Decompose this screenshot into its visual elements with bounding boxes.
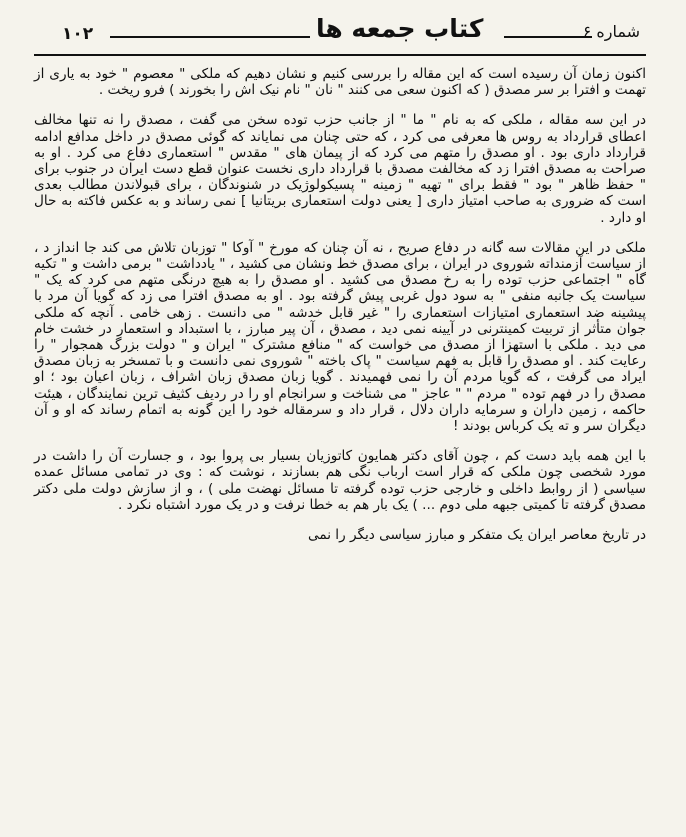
paragraph-4: با این همه باید دست کم ، چون آقای دکتر همایون کاتوزیان بسیار بی پروا بود ، و جسارت آن را داشت در مورد شخصی چون ملکی که قرار است ارباب نگی هم بسازند ، نوشت که : وی در تمامی مسائل عمده سیاسی ( از روابط داخلی و خارجی حزب توده گرفته تا مسائل نهضت ملی ) ، و از سازش دولت ملی دکتر مصدق گرفته تا کمیتی جبهه ملی دوم ... ) یک بار هم به خطا نرفت و در یک مورد اشتباه نکرد .	[34, 448, 646, 513]
issue-number: شماره ۶	[582, 22, 640, 41]
paragraph-5: در تاریخ معاصر ایران یک متفکر و مبارز سیاسی دیگر را نمی	[308, 527, 646, 544]
header-rule-right	[504, 36, 592, 38]
page-number: ۱۰۲	[62, 24, 94, 44]
masthead-title: کتاب جمعه ها	[316, 14, 484, 43]
paragraph-3: ملکی در این مقالات سه گانه در دفاع صریح ، نه آن چنان که مورخ " آوکا " توزبان تلاش می کند جا انداز د ، از سیاست آزمنداته شوروی در ایران ، برای مصدق خط ونشان می کشید ، " یادداشت " برمی داشت و " تکیه گاه " اجتماعی حزب توده را به رخ مصدق می کشید . او مصدق را به هیچ درنگی متهم می کرد که یک " سیاست یک جانبه منفی " به سود دول غربی پیش گرفته بود . او به مصدق افترا می زد که گویا آن مرد با پیشینه ضد استعماری امتیازات استعماری را " غیر قابل خدشه " می دانست . زهی خامی . آنچه که ملکی جوان متأثر از تربیت کمینترنی در آیینه نمی دید ، مصدق ، آن پیر مبارز ، با استبداد و استعمار در خشت خام می دید . ملکی با استهزا از مصدق می خواست که " منافع مشترک " ایران و " دولت بزرگ همجوار " را رعایت کند . او مصدق را قابل به فهم سیاست " پاک باخته " شوروی نمی دانست و با تمسخر به زبان مصدق ایراد می گرفت ، که گویا مردم آن را نمی فهمیدند . گویا زبان مصدق زبان اشراف ، زبان اعیان بود ؛ او مصدق را در فهم توده " مردم " " عاجز " می شناخت و سرانجام او را در ردیف کثیف ترین نمایندگان ، هیئت حاکمه ، زمین داران و سرمایه داران دلال ، قرار داد و سرمقاله خود را این گونه به اتمام رساند که او و آن دیگران سر و ته یک کرباس بودند !	[34, 239, 646, 435]
article-body	[34, 66, 646, 543]
header-rule-left	[110, 36, 310, 38]
paragraph-1: اکنون زمان آن رسیده است که این مقاله را بررسی کنیم و نشان دهیم که ملکی " معصوم " خود به یاری از تهمت و افترا بر سر مصدق ( که اکنون سعی می کنند " نان " نام نیک اش را بخورند ) فرو ریخت .	[34, 66, 646, 99]
page-header	[34, 14, 646, 56]
paragraph-2: در این سه مقاله ، ملکی که به نام " ما " از جانب حزب توده سخن می گفت ، مصدق را نه تنها مخالف اعطای قرارداد به روس ها معرفی می کرد ، که حتی چنان می نمایاند که گوئی مصدق در داخل مدافع ادامه قرارداد داری بود . او مصدق را متهم می کرد که از پیمان های " مقدس " استعماری دفاع می کرد . او به صراحت به مصدق افترا زد که مخالفت مصدق با قرارداد داری نخست عنوان قطع دست ایران در جنوب برای " حفظ ظاهر " بود " فقط برای " تهیه " زمینه " پسیکولوژیک در شنوندگان ، برای قبولاندن مطالب بعدی است که ضروری به صاحب امتیاز داری [ یعنی دولت استعماری بریتانیا ] نمی رساند و به عکس فاکته به حال او دارد .	[34, 112, 646, 226]
